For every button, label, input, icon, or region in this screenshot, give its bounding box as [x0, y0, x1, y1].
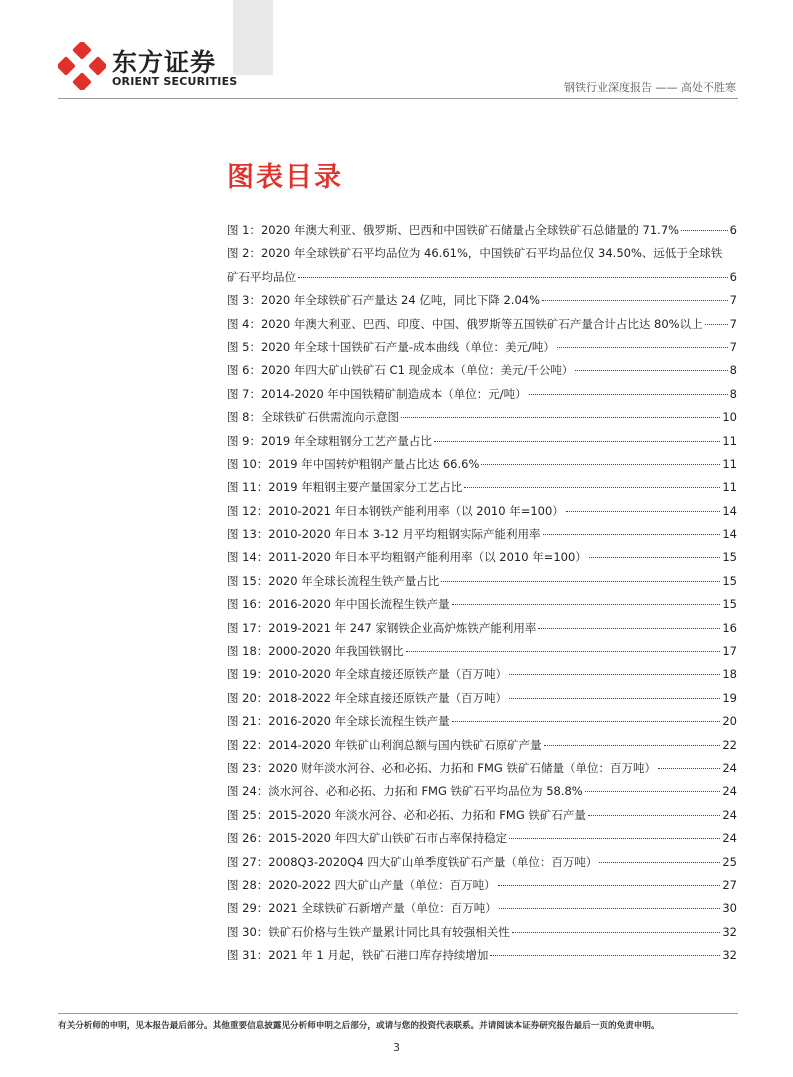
toc-leader-dots — [499, 908, 721, 909]
toc-entry-title: 图 6：2020 年四大矿山铁矿石 C1 现金成本（单位：美元/千公吨） — [227, 363, 574, 378]
toc-entry[interactable] — [227, 663, 737, 686]
toc-leader-dots — [544, 745, 721, 746]
toc-entry-title: 图 28：2020-2022 四大矿山产量（单位：百万吨） — [227, 877, 496, 892]
toc-entry-title: 图 18：2000-2020 年我国铁钢比 — [227, 644, 404, 659]
orient-securities-logo-icon — [58, 42, 106, 90]
toc-page-number: 32 — [722, 948, 737, 963]
toc-leader-dots — [538, 628, 720, 629]
toc-page-number: 32 — [722, 924, 737, 939]
toc-entry-title: 图 14：2011-2020 年日本平均粗钢产能利用率（以 2010 年=100） — [227, 550, 587, 565]
toc-entry[interactable] — [227, 500, 737, 523]
toc-entry-title: 图 22：2014-2020 年铁矿山利润总额与国内铁矿石原矿产量 — [227, 737, 542, 752]
toc-leader-dots — [452, 604, 721, 605]
toc-leader-dots — [575, 370, 727, 371]
toc-leader-dots — [464, 487, 720, 488]
brand-name-cn: 东方证券 — [112, 48, 217, 77]
toc-entry-title: 图 5：2020 年全球十国铁矿石产量-成本曲线（单位：美元/吨） — [227, 339, 555, 354]
toc-page-number: 24 — [722, 831, 737, 846]
toc-leader-dots — [434, 441, 720, 442]
toc-entry[interactable] — [227, 827, 737, 850]
toc-entry-title: 图 10：2019 年中国转炉粗钢产量占比达 66.6% — [227, 456, 480, 471]
toc-entry-title: 图 15：2020 年全球长流程生铁产量占比 — [227, 573, 440, 588]
header-accent-bar — [233, 0, 273, 75]
toc-page-number: 19 — [722, 690, 737, 705]
toc-leader-dots — [705, 324, 728, 325]
toc-leader-dots — [588, 815, 720, 816]
toc-page-number: 24 — [722, 784, 737, 799]
toc-entry[interactable] — [227, 523, 737, 546]
toc-page-number: 11 — [722, 433, 737, 448]
toc-leader-dots — [529, 394, 728, 395]
footer-disclaimer: 有关分析师的申明，见本报告最后部分。其他重要信息披露见分析师申明之后部分，或请与您的投资代表联系。并请阅读本证券研究报告最后一页的免责申明。 — [58, 1021, 660, 1031]
toc-leader-dots — [658, 768, 720, 769]
page-title: 图表目录 — [227, 162, 343, 193]
toc-entry[interactable] — [227, 313, 737, 336]
toc-leader-dots — [481, 464, 720, 465]
toc-entry-title: 图 12：2010-2021 年日本钢铁产能利用率（以 2010 年=100） — [227, 503, 564, 518]
toc-entry[interactable] — [227, 430, 737, 453]
toc-page-number: 15 — [722, 550, 737, 565]
toc-entry[interactable] — [227, 851, 737, 874]
toc-leader-dots — [509, 838, 720, 839]
toc-page-number: 8 — [729, 363, 737, 378]
toc-page-number: 20 — [722, 714, 737, 729]
toc-entry[interactable] — [227, 546, 737, 569]
report-header: 钢铁行业深度报告 —— 高处不胜寒 — [564, 81, 736, 94]
toc-entry-continuation: 矿石平均品位 — [227, 269, 296, 284]
footer-divider — [58, 1013, 738, 1014]
toc-leader-dots — [452, 721, 721, 722]
toc-entry-title: 图 27：2008Q3-2020Q4 四大矿山单季度铁矿石产量（单位：百万吨） — [227, 854, 598, 869]
toc-page-number: 22 — [722, 737, 737, 752]
page-number: 3 — [393, 1041, 400, 1054]
toc-page-number: 17 — [722, 644, 737, 659]
toc-entry-title: 图 13：2010-2020 年日本 3-12 月平均粗钢实际产能利用率 — [227, 527, 541, 542]
toc-entry[interactable] — [227, 406, 737, 429]
toc-leader-dots — [681, 230, 728, 231]
toc-leader-dots — [542, 300, 728, 301]
toc-entry[interactable] — [227, 336, 737, 359]
toc-entry-title: 图 4：2020 年澳大利亚、巴西、印度、中国、俄罗斯等五国铁矿石产量合计占比达 80%以上 — [227, 316, 703, 331]
toc-entry[interactable] — [227, 897, 737, 920]
toc-entry[interactable] — [227, 453, 737, 476]
toc-entry-title: 图 9：2019 年全球粗钢分工艺产量占比 — [227, 433, 432, 448]
toc-entry-title: 图 3：2020 年全球铁矿石产量达 24 亿吨，同比下降 2.04% — [227, 293, 541, 308]
toc-entry-title: 图 25：2015-2020 年淡水河谷、必和必拓、力拓和 FMG 铁矿石产量 — [227, 807, 586, 822]
toc-page-number: 14 — [722, 503, 737, 518]
toc-page-number: 24 — [722, 760, 737, 775]
toc-leader-dots — [298, 277, 728, 278]
toc-leader-dots — [498, 885, 721, 886]
toc-entry-title[interactable]: 图 2：2020 年全球铁矿石平均品位为 46.61%，中国铁矿石平均品位仅 34.50%、远低于全球铁 — [227, 246, 723, 261]
toc-entry[interactable] — [227, 921, 737, 944]
toc-entry-title: 图 19：2010-2020 年全球直接还原铁产量（百万吨） — [227, 667, 508, 682]
toc-leader-dots — [589, 557, 721, 558]
toc-page-number: 24 — [722, 807, 737, 822]
toc-page-number: 10 — [722, 410, 737, 425]
toc-leader-dots — [566, 511, 721, 512]
toc-entry[interactable] — [227, 383, 737, 406]
toc-entry-title: 图 26：2015-2020 年四大矿山铁矿石市占率保持稳定 — [227, 831, 508, 846]
toc-page-number: 27 — [722, 877, 737, 892]
toc-page-number: 25 — [722, 854, 737, 869]
toc-page-number: 15 — [722, 597, 737, 612]
toc-entry[interactable] — [227, 640, 737, 663]
toc-entry[interactable] — [227, 944, 737, 967]
toc-entry-title: 图 7：2014-2020 年中国铁精矿制造成本（单位：元/吨） — [227, 386, 527, 401]
toc-leader-dots — [509, 698, 720, 699]
toc-entry[interactable] — [227, 219, 737, 242]
toc-entry[interactable] — [227, 804, 737, 827]
toc-entry-title: 图 31：2021 年 1 月起，铁矿石港口库存持续增加 — [227, 948, 489, 963]
toc-page-number: 16 — [722, 620, 737, 635]
toc-leader-dots — [557, 347, 728, 348]
toc-page-number: 11 — [722, 480, 737, 495]
toc-entry[interactable] — [227, 593, 737, 616]
toc-leader-dots — [585, 791, 721, 792]
toc-entry-title: 图 1：2020 年澳大利亚、俄罗斯、巴西和中国铁矿石储量占全球铁矿石总储量的 71.7% — [227, 223, 680, 237]
toc-entry[interactable] — [227, 570, 737, 593]
toc-entry[interactable] — [227, 289, 737, 312]
toc-leader-dots — [406, 651, 721, 652]
toc-entry[interactable] — [227, 780, 737, 803]
toc-page-number: 6 — [729, 269, 737, 284]
toc-entry[interactable] — [227, 617, 737, 640]
toc-entry-title: 图 24：淡水河谷、必和必拓、力拓和 FMG 铁矿石平均品位为 58.8% — [227, 784, 583, 799]
toc-entry[interactable] — [227, 476, 737, 499]
toc-page-number: 11 — [722, 456, 737, 471]
toc-page-number: 6 — [729, 223, 737, 237]
toc-page-number: 15 — [722, 573, 737, 588]
toc-page-number: 7 — [729, 316, 737, 331]
toc-entry[interactable] — [227, 710, 737, 733]
toc-entry[interactable] — [227, 687, 737, 710]
toc-entry[interactable] — [227, 734, 737, 757]
toc-entry-title: 图 21：2016-2020 年全球长流程生铁产量 — [227, 714, 450, 729]
toc-leader-dots — [599, 862, 720, 863]
toc-entry-title: 图 20：2018-2022 年全球直接还原铁产量（百万吨） — [227, 690, 508, 705]
toc-entry[interactable] — [227, 266, 737, 289]
toc-leader-dots — [401, 417, 720, 418]
toc-leader-dots — [512, 932, 721, 933]
figure-index — [227, 219, 737, 968]
toc-entry-title: 图 30：铁矿石价格与生铁产量累计同比具有较强相关性 — [227, 924, 510, 939]
toc-page-number: 7 — [729, 339, 737, 354]
toc-entry-title: 图 8：全球铁矿石供需流向示意图 — [227, 410, 399, 425]
toc-entry-title: 图 11：2019 年粗钢主要产量国家分工艺占比 — [227, 480, 463, 495]
toc-entry-title: 图 16：2016-2020 年中国长流程生铁产量 — [227, 597, 450, 612]
toc-leader-dots — [509, 674, 720, 675]
toc-entry[interactable] — [227, 874, 737, 897]
toc-entry-title: 图 23：2020 财年淡水河谷、必和必拓、力拓和 FMG 铁矿石储量（单位：百万吨） — [227, 760, 656, 775]
toc-page-number: 18 — [722, 667, 737, 682]
toc-page-number: 14 — [722, 527, 737, 542]
toc-leader-dots — [490, 955, 720, 956]
toc-leader-dots — [441, 581, 720, 582]
brand-name-en: ORIENT SECURITIES — [112, 75, 238, 88]
toc-entry[interactable] — [227, 757, 737, 780]
header-divider — [58, 98, 738, 99]
toc-leader-dots — [543, 534, 721, 535]
toc-page-number: 30 — [722, 901, 737, 916]
toc-entry-title: 图 17：2019-2021 年 247 家钢铁企业高炉炼铁产能利用率 — [227, 620, 537, 635]
toc-page-number: 8 — [729, 386, 737, 401]
toc-entry[interactable] — [227, 359, 737, 382]
toc-entry-title: 图 29：2021 全球铁矿石新增产量（单位：百万吨） — [227, 901, 497, 916]
toc-page-number: 7 — [729, 293, 737, 308]
